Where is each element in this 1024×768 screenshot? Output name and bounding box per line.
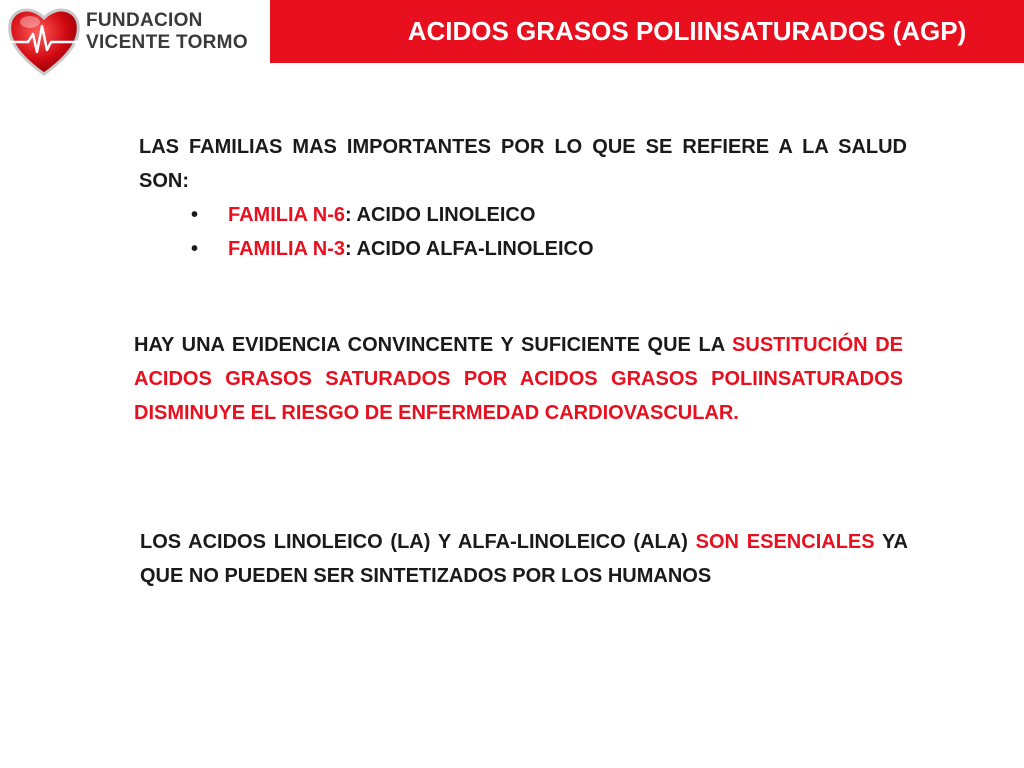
heart-ekg-icon <box>6 4 82 78</box>
bullet-icon: • <box>191 204 199 226</box>
bullet-icon: • <box>191 238 199 260</box>
list-item <box>139 232 907 266</box>
families-list <box>139 198 907 266</box>
section-essential <box>140 525 908 593</box>
evidence-lead: HAY UNA EVIDENCIA CONVINCENTE Y SUFICIENTE QUE LA <box>134 334 725 356</box>
title-bar <box>270 0 1024 63</box>
list-item <box>139 198 907 232</box>
logo-text-line1: FUNDACION <box>86 10 203 31</box>
section-families <box>139 130 907 266</box>
essential-tail: YA QUE NO PUEDEN SER SINTETIZADOS POR LOS HUMANOS <box>140 531 908 587</box>
essential-lead: LOS ACIDOS LINOLEICO (LA) Y ALFA-LINOLEICO (ALA) <box>140 531 688 553</box>
family-name: FAMILIA N-3 <box>228 238 346 260</box>
essential-highlight: SON ESENCIALES <box>695 531 875 553</box>
foundation-logo <box>6 4 268 78</box>
families-intro: LAS FAMILIAS MAS IMPORTANTES POR LO QUE SE REFIERE A LA SALUD SON: <box>139 136 907 192</box>
evidence-highlight: SUSTITUCIÓN DE ACIDOS GRASOS SATURADOS POR ACIDOS GRASOS POLIINSATURADOS DISMINUYE EL RIESGO DE ENFERMEDAD CARDIOVASCULAR. <box>134 334 904 424</box>
logo-text-line2: VICENTE TORMO <box>86 32 248 53</box>
family-name: FAMILIA N-6 <box>228 204 346 226</box>
family-acid: : ACIDO ALFA-LINOLEICO <box>345 238 594 260</box>
family-acid: : ACIDO LINOLEICO <box>345 204 536 226</box>
slide-title: ACIDOS GRASOS POLIINSATURADOS (AGP) <box>407 16 967 46</box>
section-evidence <box>134 328 903 430</box>
